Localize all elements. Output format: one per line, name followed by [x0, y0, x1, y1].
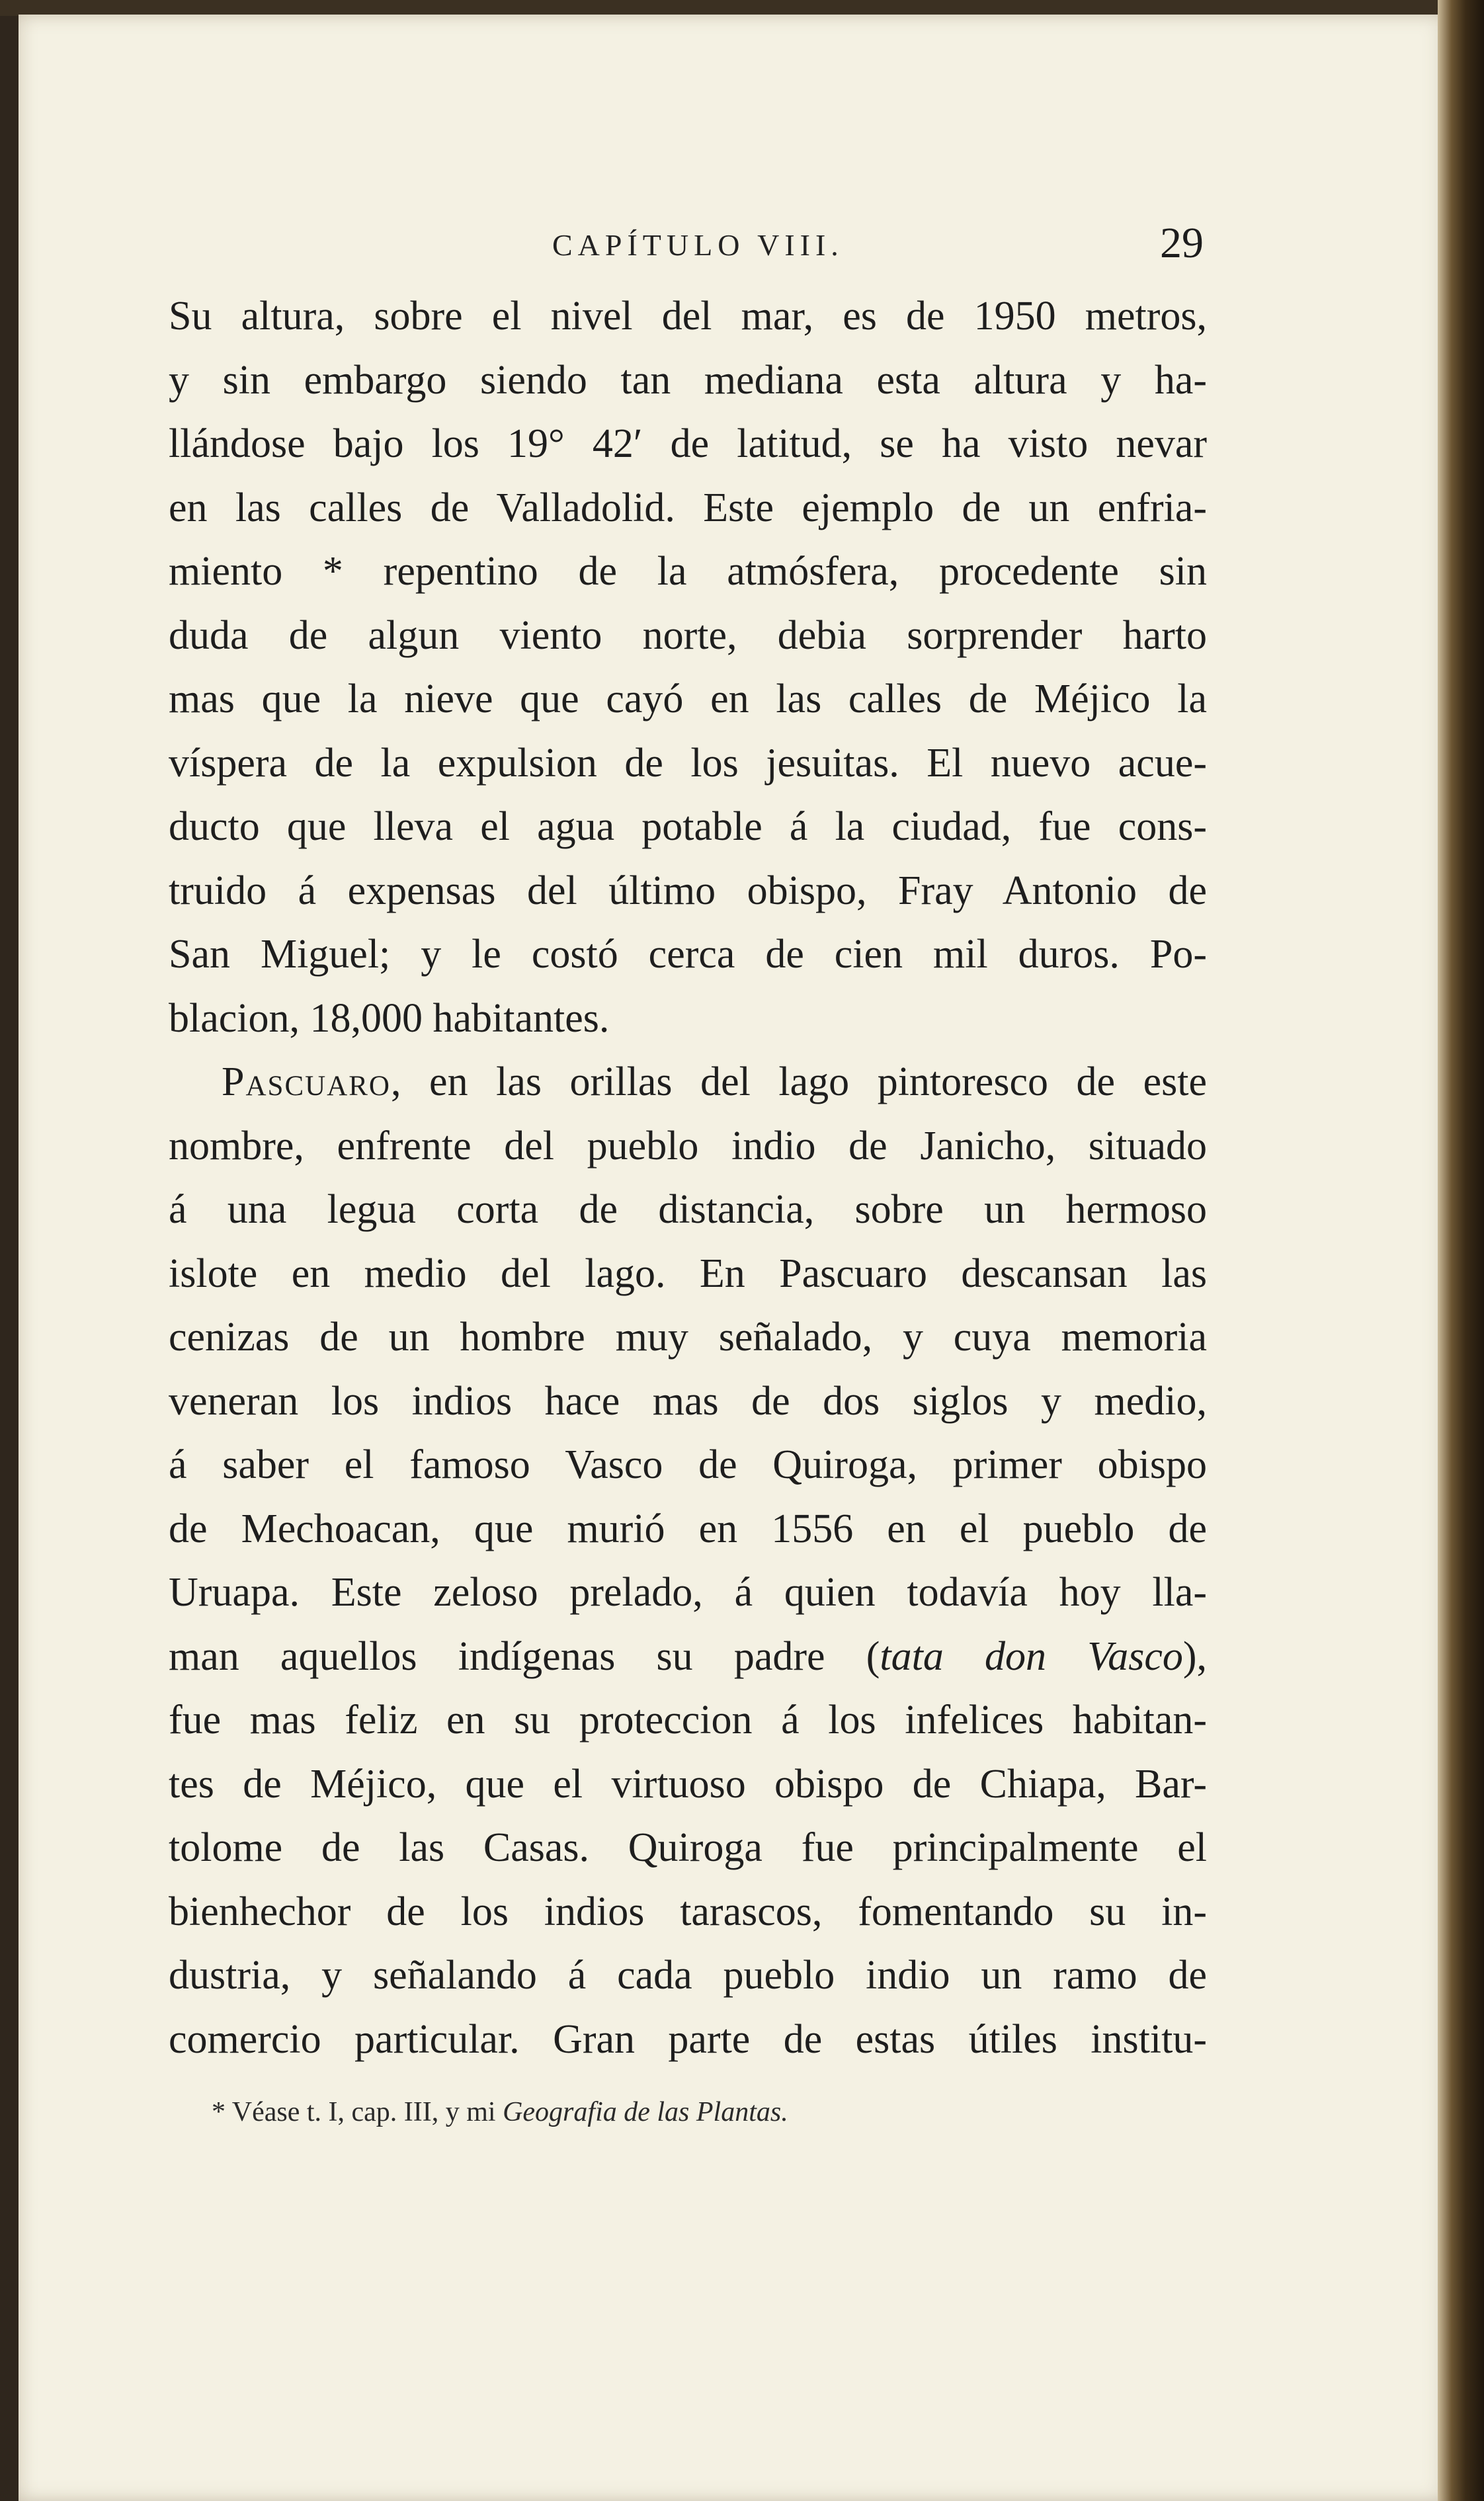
- text-line: miento * repentino de la atmósfera, procedente sin: [169, 549, 1207, 594]
- page-number: 29: [1160, 219, 1204, 267]
- text-line: y sin embargo siendo tan mediana esta altura y ha-: [169, 357, 1207, 403]
- book-fore-edge: [1438, 0, 1484, 2501]
- text-line: víspera de la expulsion de los jesuitas. El nuevo acue-: [169, 740, 1207, 786]
- scan-top-edge: [0, 0, 1484, 16]
- footnote-italic-title: Geografia de las Plantas.: [503, 2097, 788, 2127]
- text-line: [169, 1050, 1207, 1114]
- footnote-text: * Véase t. I, cap. III, y mi: [212, 2097, 503, 2127]
- page-header: [172, 218, 1204, 271]
- footnote: [212, 2096, 1137, 2128]
- text-line: mas que la nieve que cayó en las calles de Méjico la: [169, 676, 1207, 721]
- text-line: dustria, y señalando á cada pueblo indio un ramo de: [169, 1953, 1207, 1998]
- running-head: CAPÍTULO VIII.: [552, 228, 844, 262]
- text-line: de Mechoacan, que murió en 1556 en el pueblo de: [169, 1506, 1207, 1551]
- italic-phrase: tata don Vasco: [880, 1633, 1183, 1679]
- text-line: fue mas feliz en su proteccion á los infelices habitan-: [169, 1698, 1207, 1742]
- text-line-rest: , en las orillas del lago pintoresco de este: [390, 1059, 1207, 1104]
- text-line: tolome de las Casas. Quiroga fue principalmente el: [169, 1825, 1207, 1870]
- text-line: bienhechor de los indios tarascos, fomentando su in-: [169, 1889, 1207, 1934]
- place-name-lead: Pascuaro: [222, 1059, 391, 1104]
- body-text: [169, 284, 1207, 2071]
- text-line: cenizas de un hombre muy señalado, y cuya memoria: [169, 1315, 1207, 1360]
- text-line: truido á expensas del último obispo, Fray Antonio de: [169, 868, 1207, 913]
- text-line: tes de Méjico, que el virtuoso obispo de Chiapa, Bar-: [169, 1761, 1207, 1807]
- text-line: Su altura, sobre el nivel del mar, es de 1950 metros,: [169, 294, 1207, 339]
- text-line: llándose bajo los 19° 42′ de latitud, se ha visto nevar: [169, 421, 1207, 466]
- text-segment: man aquellos indígenas su padre (: [169, 1633, 880, 1679]
- text-line: duda de algun viento norte, debia sorprender harto: [169, 612, 1207, 658]
- text-line: nombre, enfrente del pueblo indio de Janicho, situado: [169, 1123, 1207, 1168]
- text-line: ducto que lleva el agua potable á la ciudad, fue cons-: [169, 804, 1207, 849]
- paragraph-2: [169, 1050, 1207, 2071]
- text-line: á una legua corta de distancia, sobre un hermoso: [169, 1187, 1207, 1232]
- text-line: en las calles de Valladolid. Este ejemplo de un enfria-: [169, 485, 1207, 530]
- text-line: á saber el famoso Vasco de Quiroga, primer obispo: [169, 1442, 1207, 1487]
- text-line: blacion, 18,000 habitantes.: [169, 995, 610, 1041]
- text-line: [169, 1625, 1207, 1689]
- text-line: veneran los indios hace mas de dos siglos y medio,: [169, 1378, 1207, 1424]
- paragraph-1: [169, 284, 1207, 1050]
- text-line: comercio particular. Gran parte de estas útiles institu-: [169, 2016, 1207, 2062]
- text-line: Uruapa. Este zeloso prelado, á quien todavía hoy lla-: [169, 1570, 1207, 1615]
- text-line: San Miguel; y le costó cerca de cien mil duros. Po-: [169, 932, 1207, 977]
- text-segment: ),: [1182, 1633, 1207, 1679]
- text-line: islote en medio del lago. En Pascuaro descansan las: [169, 1250, 1207, 1296]
